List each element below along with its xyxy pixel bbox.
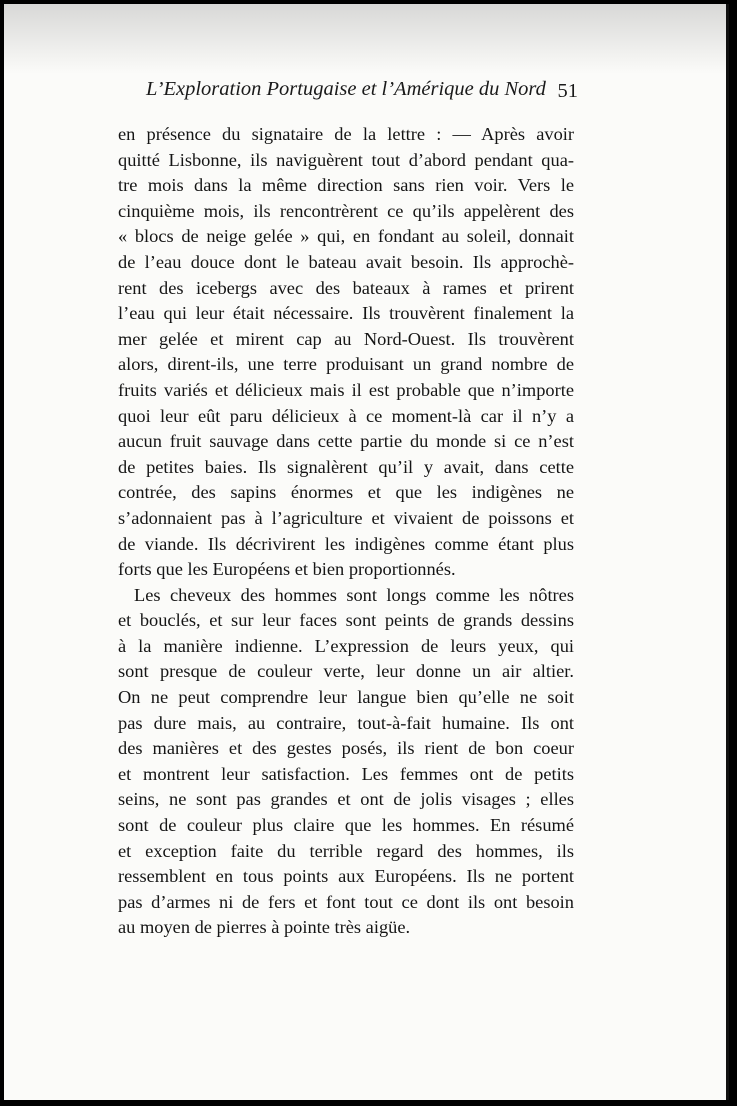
paragraph-2 (118, 583, 574, 941)
text-line: rent des icebergs avec des bateaux à rames et prirent (118, 277, 574, 298)
text-line: ressemblent en tous points aux Européens. Ils ne portent (118, 866, 574, 887)
page-sheet (4, 4, 729, 1100)
text-line: contrée, des sapins énormes et que les indigènes ne (118, 482, 574, 503)
text-line: sont de couleur plus claire que les hommes. En résumé (118, 815, 574, 836)
text-line: de viande. Ils décrivirent les indigènes comme étant plus (118, 533, 574, 554)
text-line: fruits variés et délicieux mais il est probable que n’importe (118, 379, 574, 400)
text-line: et bouclés, et sur leur faces sont peints de grands dessins (118, 610, 574, 631)
text-line: sont presque de couleur verte, leur donne un air altier. (118, 661, 574, 682)
text-line: au moyen de pierres à pointe très aigüe. (118, 917, 411, 938)
text-line: de petites baies. Ils signalèrent qu’il y avait, dans cette (118, 456, 574, 477)
body-text (118, 122, 574, 941)
running-head-title: L’Exploration Portugaise et l’Amérique du Nord (146, 78, 546, 100)
text-line: à la manière indienne. L’expression de leurs yeux, qui (118, 635, 574, 656)
text-line: et exception faite du terrible regard des hommes, ils (118, 840, 574, 861)
text-line: et montrent leur satisfaction. Les femmes ont de petits (118, 763, 574, 784)
text-line: en présence du signataire de la lettre : — Après avoir (118, 124, 574, 144)
text-line: pas d’armes ni de fers et font tout ce dont ils ont besoin (118, 891, 574, 912)
text-line: quitté Lisbonne, ils naviguèrent tout d’abord pendant qua- (118, 149, 574, 170)
text-line: aucun fruit sauvage dans cette partie du monde si ce n’est (118, 431, 574, 452)
text-line: Les cheveux des hommes sont longs comme les nôtres (134, 584, 574, 605)
text-line: pas dure mais, au contraire, tout-à-fait humaine. Ils ont (118, 712, 574, 733)
text-line: s’adonnaient pas à l’agriculture et vivaient de poissons et (118, 507, 574, 528)
text-line: quoi leur eût paru délicieux à ce moment-là car il n’y a (118, 405, 574, 426)
text-line: On ne peut comprendre leur langue bien qu’elle ne soit (118, 687, 574, 708)
text-line: seins, ne sont pas grandes et ont de jolis visages ; elles (118, 789, 574, 810)
text-line: mer gelée et mirent cap au Nord-Ouest. Ils trouvèrent (118, 328, 574, 349)
text-line: l’eau qui leur était nécessaire. Ils trouvèrent finalement la (118, 303, 574, 324)
text-line: forts que les Européens et bien proportionnés. (118, 559, 456, 580)
text-line: des manières et des gestes posés, ils rient de bon coeur (118, 738, 574, 759)
text-line: tre mois dans la même direction sans rien voir. Vers le (118, 175, 574, 196)
paragraph-1 (118, 122, 574, 583)
text-line: cinquième mois, ils rencontrèrent ce qu’ils appelèrent des (118, 200, 574, 221)
scan-shadow (4, 4, 726, 74)
text-line: de l’eau douce dont le bateau avait besoin. Ils approchè- (118, 251, 574, 272)
page-number: 51 (557, 80, 578, 102)
text-line: alors, dirent-ils, une terre produisant un grand nombre de (118, 354, 574, 375)
text-line: « blocs de neige gelée » qui, en fondant au soleil, donnait (118, 226, 574, 247)
